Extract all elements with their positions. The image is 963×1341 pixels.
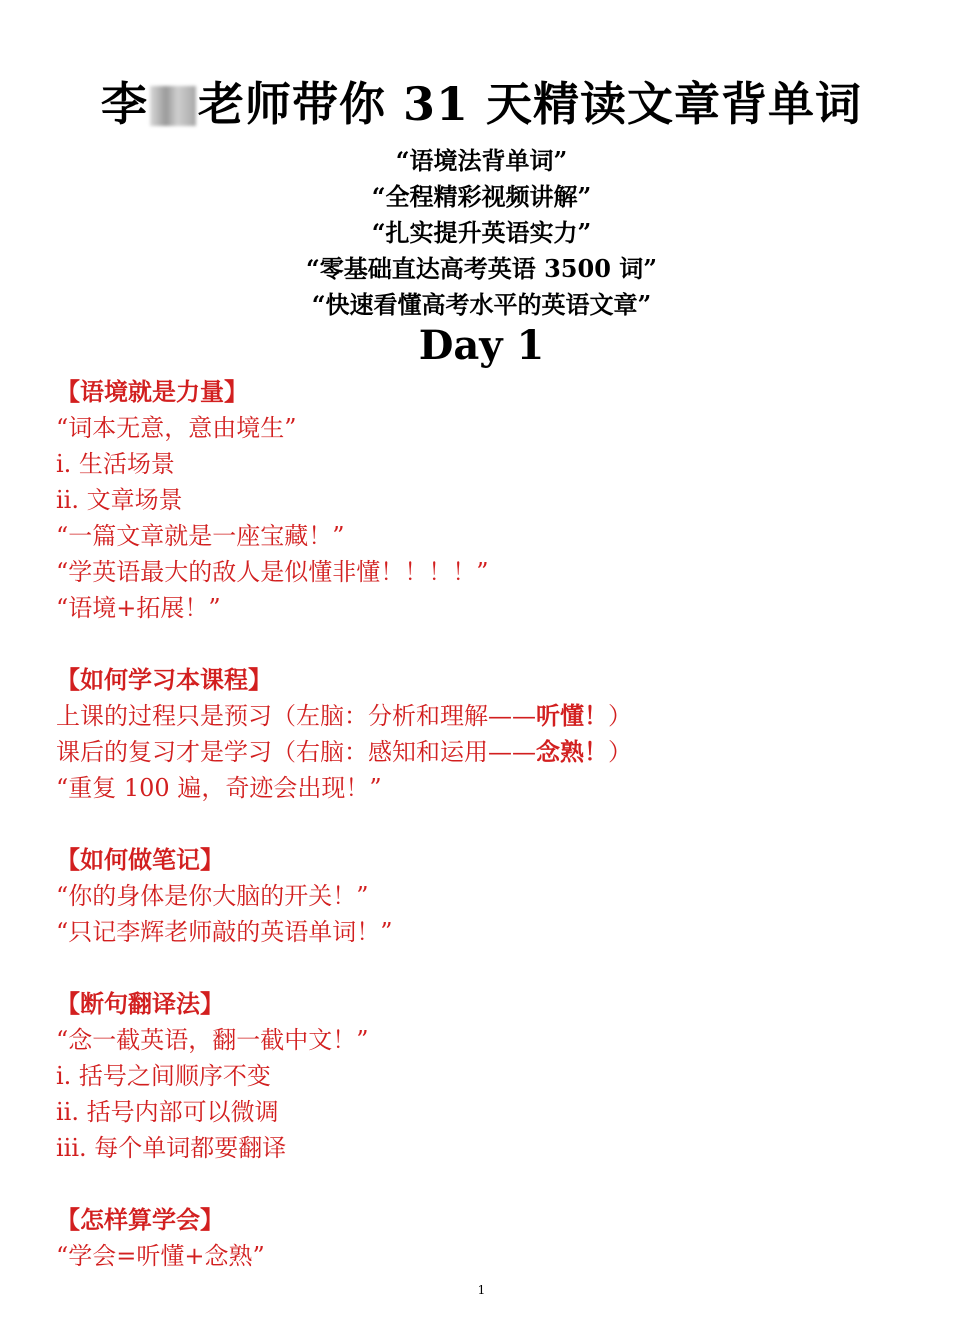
section-line: “念一截英语，翻一截中文！” — [56, 1026, 369, 1054]
section-line: “只记李辉老师敲的英语单词！” — [56, 918, 393, 946]
section-line: “语境+拓展！” — [56, 594, 221, 622]
section-heading: 【如何学习本课程】 — [56, 665, 272, 694]
slogan: “全程精彩视频讲解” — [371, 182, 592, 211]
day-heading: Day 1 — [418, 322, 545, 369]
section-heading: 【如何做笔记】 — [56, 845, 224, 874]
blurred-name — [150, 86, 196, 126]
emphasis-text: 念熟！ — [536, 737, 608, 766]
slogan: “快速看懂高考水平的英语文章” — [311, 290, 652, 319]
section-heading: 【断句翻译法】 — [56, 989, 224, 1018]
emphasis-text: 听懂！ — [536, 701, 608, 730]
section-heading: 【怎样算学会】 — [56, 1205, 224, 1234]
line-text: ） — [608, 738, 632, 766]
section-line: “一篇文章就是一座宝藏！” — [56, 522, 345, 550]
slogan: “扎实提升英语实力” — [371, 218, 592, 247]
title-suffix: 老师带你 31 天精读文章背单词 — [197, 77, 863, 131]
line-text: 课后的复习才是学习（右脑：感知和运用—— — [56, 738, 536, 766]
page-number: 1 — [477, 1283, 486, 1297]
slogan: “零基础直达高考英语 3500 词” — [305, 254, 658, 283]
section-line: i. 括号之间顺序不变 — [56, 1062, 271, 1090]
section-line: ii. 文章场景 — [56, 486, 183, 514]
section-line: ii. 括号内部可以微调 — [56, 1098, 279, 1126]
section-line: “词本无意，意由境生” — [56, 414, 297, 442]
slogan: “语境法背单词” — [395, 146, 568, 175]
title-prefix: 李 — [100, 77, 148, 131]
section-line: “重复 100 遍，奇迹会出现！” — [56, 774, 382, 802]
section-line: “你的身体是你大脑的开关！” — [56, 882, 369, 910]
section-line: “学英语最大的敌人是似懂非懂！！！！” — [56, 558, 489, 586]
section-heading: 【语境就是力量】 — [56, 377, 248, 406]
page-title — [0, 68, 963, 134]
section-line — [56, 732, 632, 767]
section-line: iii. 每个单词都要翻译 — [56, 1134, 287, 1162]
line-text: ） — [608, 702, 632, 730]
section-line: “学会=听懂+念熟” — [56, 1242, 265, 1270]
line-text: 上课的过程只是预习（左脑：分析和理解—— — [56, 702, 536, 730]
section-line: i. 生活场景 — [56, 450, 175, 478]
section-line — [56, 696, 632, 731]
